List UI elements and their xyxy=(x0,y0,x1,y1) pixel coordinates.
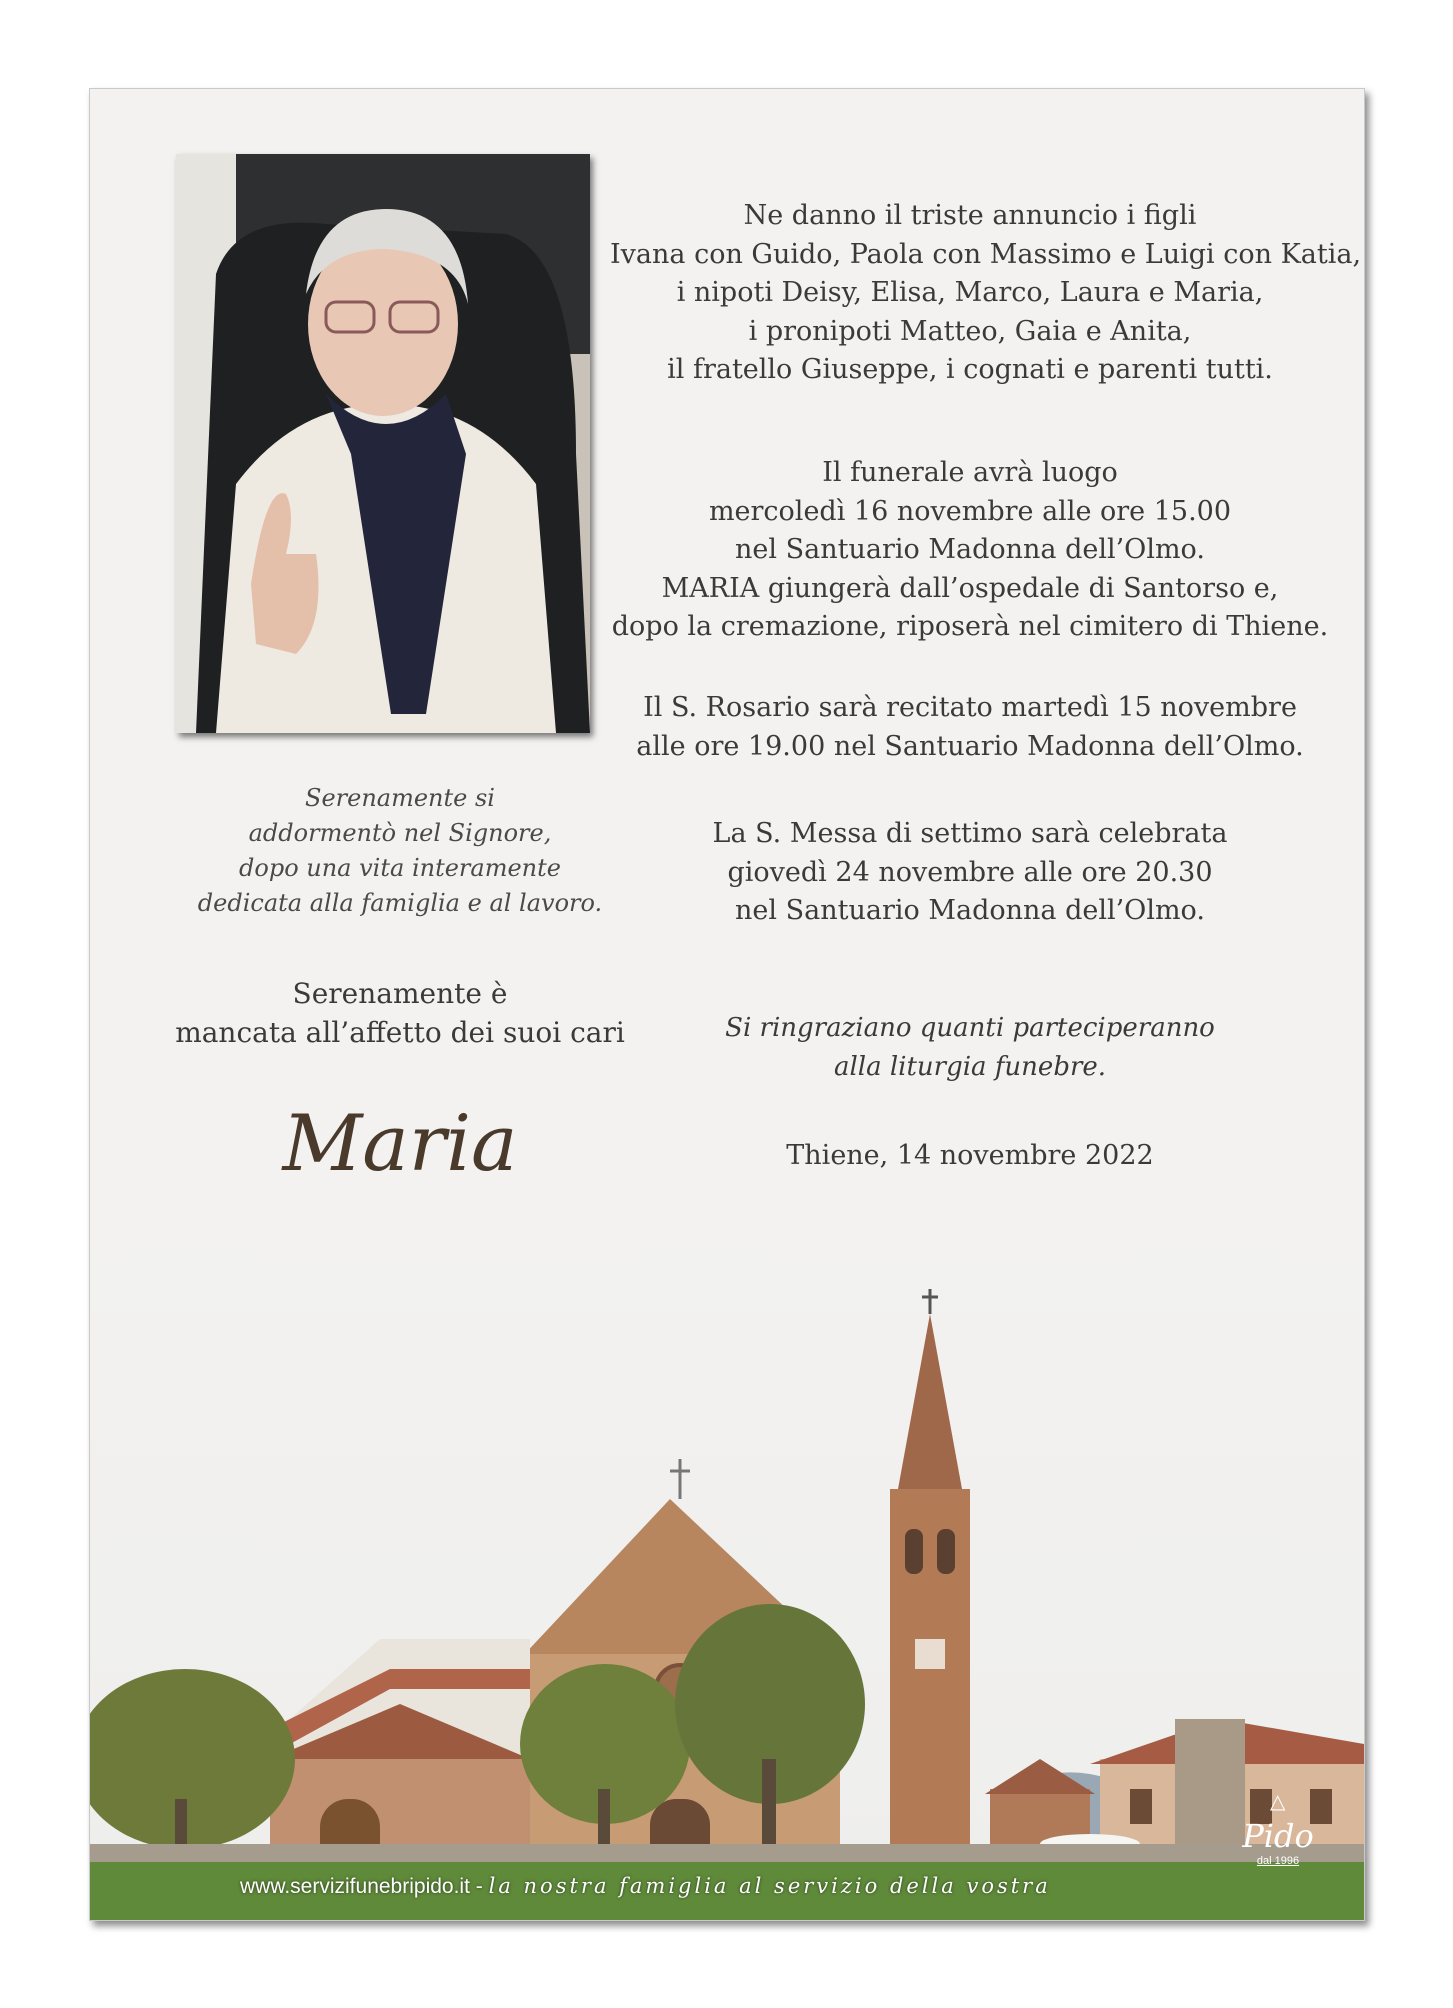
place-date: Thiene, 14 novembre 2022 xyxy=(786,1140,1154,1171)
footer-separator: - xyxy=(469,1875,489,1898)
epitaph-line: addormentò nel Signore, xyxy=(248,819,552,847)
intro-line: mancata all’affetto dei suoi cari xyxy=(175,1016,625,1049)
mass-block xyxy=(610,815,1330,931)
thanks-block xyxy=(610,1009,1330,1086)
epitaph-line: dedicata alla famiglia e al lavoro. xyxy=(197,889,603,917)
logo-brand: Pido xyxy=(1242,1817,1314,1855)
announcement-line: Ivana con Guido, Paola con Massimo e Luigi con Katia, xyxy=(610,238,1362,270)
mass-line: giovedì 24 novembre alle ore 20.30 xyxy=(727,856,1213,888)
announcement-block xyxy=(610,197,1362,390)
funeral-line: nel Santuario Madonna dell’Olmo. xyxy=(735,534,1205,565)
footer-url[interactable]: www.servizifunebripido.it xyxy=(240,1875,470,1898)
funeral-line: dopo la cremazione, riposerà nel cimitero di Thiene. xyxy=(611,611,1329,642)
funeral-line: MARIA giungerà dall’ospedale di Santorso e, xyxy=(661,572,1279,604)
funeral-line: Il funerale avrà luogo xyxy=(822,457,1118,488)
portrait-photo xyxy=(176,154,590,733)
announcement-line: i pronipoti Matteo, Gaia e Anita, xyxy=(748,315,1192,347)
announcement-line: il fratello Giuseppe, i cognati e parenti tutti. xyxy=(667,354,1273,385)
footer-slogan: la nostra famiglia al servizio della vostra xyxy=(488,1874,1051,1898)
mass-line: nel Santuario Madonna dell’Olmo. xyxy=(735,895,1205,926)
logo-since: dal 1996 xyxy=(1256,1855,1300,1867)
funeral-block xyxy=(610,454,1330,647)
rosary-line: alle ore 19.00 nel Santuario Madonna dell’Olmo. xyxy=(636,730,1304,762)
church-scene-image xyxy=(90,1199,1364,1920)
deceased-first-name: Maria xyxy=(282,1099,518,1189)
announcement-line: Ne danno il triste annuncio i figli xyxy=(743,200,1197,231)
thanks-line: Si ringraziano quanti parteciperanno xyxy=(725,1013,1215,1043)
rosary-block xyxy=(610,689,1330,766)
epitaph-line: Serenamente si xyxy=(305,784,495,812)
torch-icon: △ xyxy=(1270,1789,1286,1813)
footer xyxy=(240,1874,1051,1899)
pido-logo xyxy=(1238,1789,1318,1899)
epitaph-line: dopo una vita interamente xyxy=(239,854,561,882)
epitaph-block xyxy=(140,781,660,921)
thanks-line: alla liturgia funebre. xyxy=(833,1051,1107,1082)
intro-line: Serenamente è xyxy=(292,977,508,1010)
intro-block xyxy=(140,974,660,1052)
announcement-line: i nipoti Deisy, Elisa, Marco, Laura e Maria, xyxy=(676,277,1264,308)
mass-line: La S. Messa di settimo sarà celebrata xyxy=(712,818,1228,849)
rosary-line: Il S. Rosario sarà recitato martedì 15 novembre xyxy=(643,692,1297,723)
funeral-line: mercoledì 16 novembre alle ore 15.00 xyxy=(708,495,1232,527)
obituary-card xyxy=(89,88,1365,1921)
